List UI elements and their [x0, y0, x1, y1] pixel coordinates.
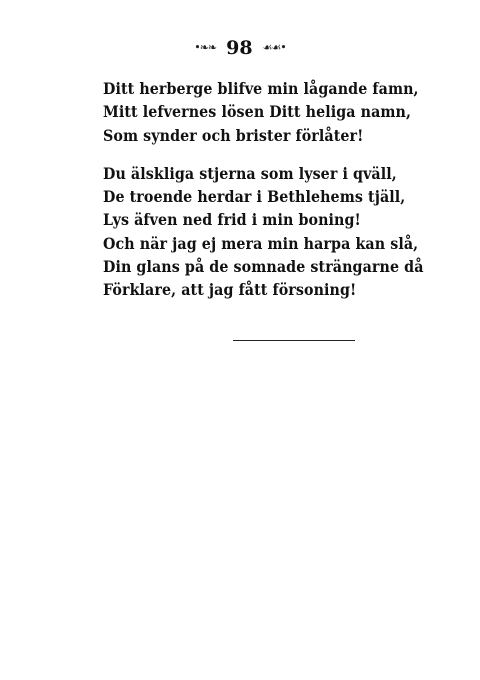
poem-line: Du älskliga stjerna som lyser i qväll, [103, 163, 397, 183]
poem-line: Som synder och brister förlåter! [103, 125, 364, 145]
stanza-1 [103, 77, 419, 147]
poem-line: De troende herdar i Bethlehems tjäll, [103, 187, 406, 207]
poem-line: Mitt lefvernes lösen Ditt heliga namn, [103, 102, 412, 122]
page-number: 98 [226, 37, 253, 59]
page-header [0, 37, 480, 59]
poem-line: Ditt herberge blifve min lågande famn, [103, 79, 419, 98]
poem-line: Förklare, att jag fått försoning! [103, 280, 357, 300]
ornament-left-icon: •❧❧ [194, 40, 217, 54]
poem [103, 77, 424, 302]
poem-line: Lys äfven ned frid i min boning! [103, 210, 361, 230]
stanza-2 [103, 162, 424, 302]
end-rule-divider [233, 340, 355, 341]
poem-line: Och när jag ej mera min harpa kan slå, [103, 233, 419, 253]
ornament-right-icon: ☙☙• [262, 40, 286, 54]
poem-line: Din glans på de somnade strängarne då [103, 257, 424, 277]
